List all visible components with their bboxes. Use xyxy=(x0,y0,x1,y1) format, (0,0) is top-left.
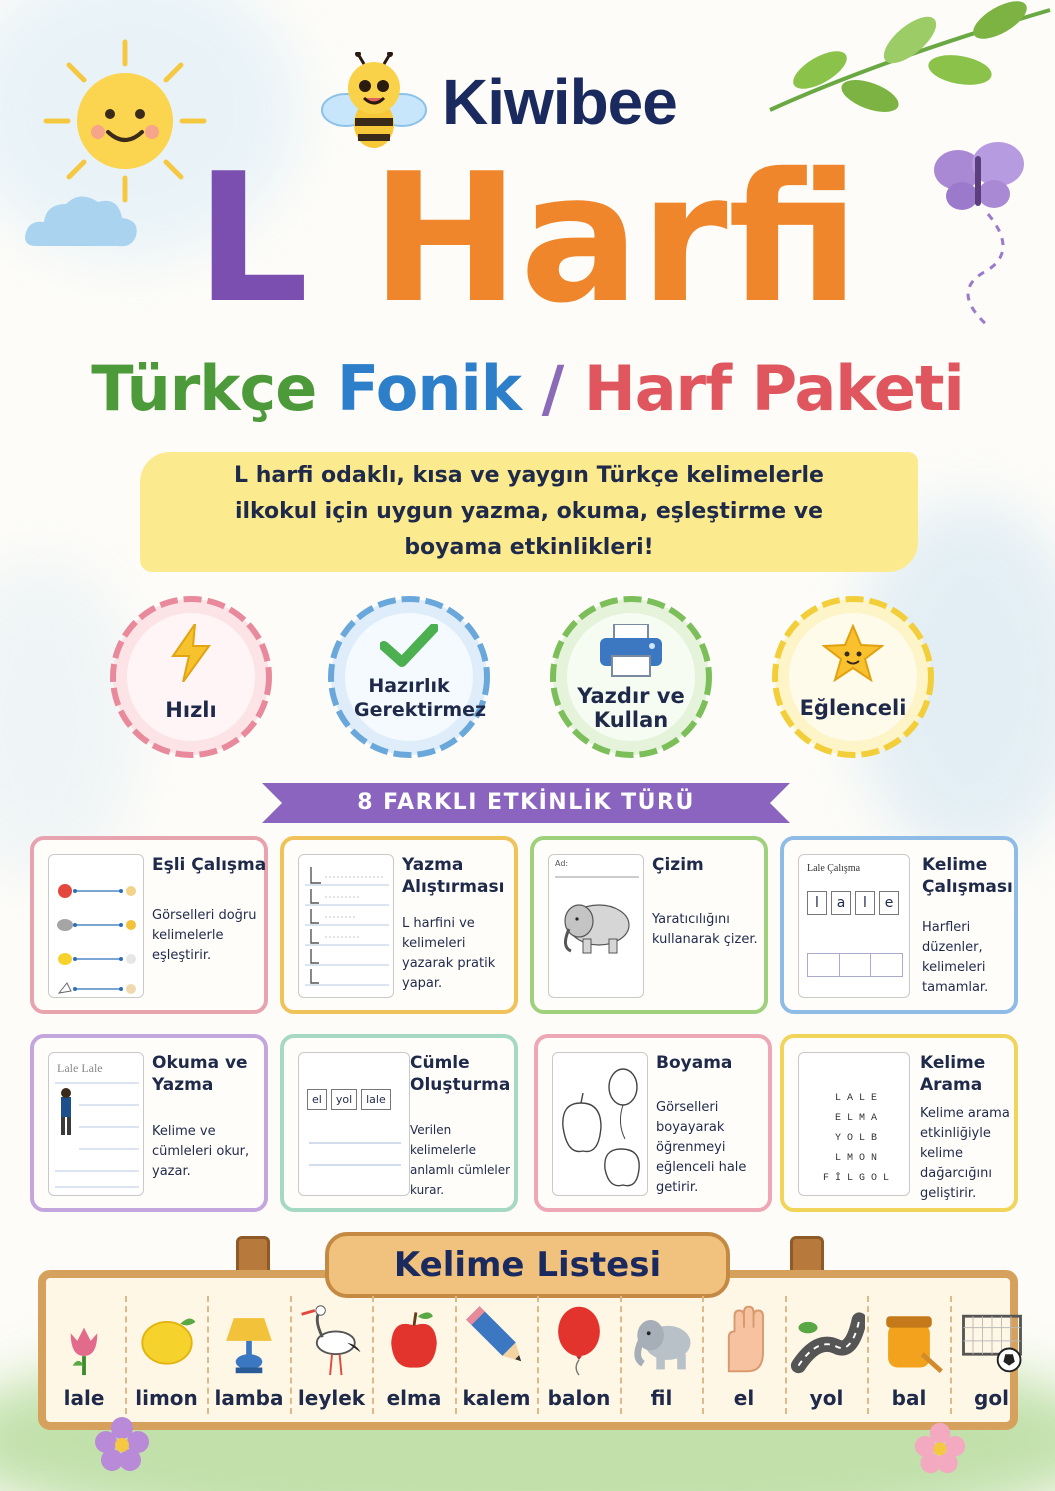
badge-label: Yazdır ve Kullan xyxy=(577,684,685,732)
activity-card-kelime-arama xyxy=(780,1034,1018,1212)
matching-thumbnail xyxy=(48,854,144,998)
letter-tiles xyxy=(807,891,899,915)
stork-icon xyxy=(292,1298,372,1380)
flower-icon xyxy=(912,1420,968,1476)
word-label: balon xyxy=(547,1386,611,1410)
badge-hazirlik xyxy=(322,590,496,764)
badge-label: Eğlenceli xyxy=(799,696,907,720)
word-divider xyxy=(372,1296,374,1414)
flower-icon xyxy=(92,1414,152,1474)
word-label: yol xyxy=(809,1386,844,1410)
balloon-icon xyxy=(539,1298,619,1380)
word-label: bal xyxy=(891,1386,927,1410)
letter-tile: a xyxy=(831,891,851,915)
activity-description: Görselleri doğru kelimelerle eşleştirir. xyxy=(152,908,257,963)
word-item-balon xyxy=(539,1290,619,1420)
word-divider xyxy=(207,1296,209,1414)
activity-card-boyama xyxy=(534,1034,772,1212)
activity-title: Yazma Alıştırması xyxy=(402,855,505,897)
apple-icon xyxy=(374,1298,454,1380)
badge-label: Hızlı xyxy=(165,698,217,722)
activity-description: Harfleri düzenler, kelimeleri tamamlar. xyxy=(922,920,989,995)
activity-card-yazma xyxy=(280,836,518,1014)
honey-icon xyxy=(869,1298,949,1380)
word-divider xyxy=(867,1296,869,1414)
badge-hizli xyxy=(104,590,278,764)
wordsearch-grid xyxy=(809,1089,903,1189)
word-tiles-thumbnail xyxy=(798,854,910,998)
word-label: leylek xyxy=(297,1386,366,1410)
road-icon xyxy=(787,1298,867,1380)
word-divider xyxy=(950,1296,952,1414)
activity-description: Görselleri boyayarak öğrenmeyi eğlenceli hale getirir. xyxy=(656,1100,747,1195)
wordsearch-row: L A L E xyxy=(834,1093,877,1104)
intro-banner xyxy=(140,452,918,572)
word-divider xyxy=(455,1296,457,1414)
drawing-name-label: Ad: xyxy=(555,859,569,868)
activity-card-esli-calisma xyxy=(30,836,268,1014)
printer-icon xyxy=(544,624,718,678)
activity-card-cumle xyxy=(280,1034,518,1212)
word-divider xyxy=(125,1296,127,1414)
intro-text: L harfi odaklı, kısa ve yaygın Türkçe kelimelerle ilkokul için uygun yazma, okuma, eşleştirme ve boyama etkinlikleri! xyxy=(234,463,824,560)
letter-tile: l xyxy=(855,891,875,915)
word-label: lale xyxy=(63,1386,105,1410)
word-label: gol xyxy=(974,1386,1009,1410)
word-item-gol xyxy=(952,1290,1032,1420)
word-chip: el xyxy=(307,1089,327,1110)
activity-description: Yaratıcılığını kullanarak çizer. xyxy=(652,912,758,947)
brand-name: Kiwibee xyxy=(442,66,677,138)
badge-label: Hazırlık Gerektirmez xyxy=(354,675,487,721)
lightning-icon xyxy=(104,624,278,682)
word-item-elma xyxy=(374,1290,454,1420)
drawing-thumbnail xyxy=(548,854,644,998)
star-icon xyxy=(766,624,940,682)
word-list-title: Kelime Listesi xyxy=(393,1245,662,1285)
badge-eglenceli xyxy=(766,590,940,764)
goal-icon xyxy=(952,1298,1032,1380)
word-label: lamba xyxy=(214,1386,284,1410)
wordsearch-row: E L M A xyxy=(834,1113,877,1124)
coloring-thumbnail xyxy=(552,1052,648,1196)
title-letter: L xyxy=(195,135,309,342)
word-list-title-plank xyxy=(325,1232,730,1298)
activity-description: Verilen kelimelerle anlamlı cümleler kurar. xyxy=(410,1123,511,1197)
activity-card-okuma-yazma xyxy=(30,1034,268,1212)
activity-card-cizim xyxy=(530,836,768,1014)
leaf-branch-icon xyxy=(760,0,1055,140)
activity-title: Çizim xyxy=(652,855,704,875)
activity-title: Kelime Arama xyxy=(920,1053,986,1095)
word-item-lale xyxy=(44,1290,124,1420)
page-subtitle xyxy=(0,352,1055,425)
ribbon-label: 8 FARKLI ETKİNLİK TÜRÜ xyxy=(357,790,695,815)
activity-description: L harfini ve kelimeleri yazarak pratik yapar. xyxy=(402,916,496,991)
activity-count-ribbon xyxy=(262,779,790,827)
activity-title: Boyama xyxy=(656,1053,733,1073)
hand-icon xyxy=(704,1298,784,1380)
wordsearch-row: Y O L B xyxy=(834,1133,877,1144)
tulip-icon xyxy=(44,1298,124,1380)
worksheet-header: Lale Çalışma xyxy=(807,863,861,874)
word-divider xyxy=(537,1296,539,1414)
word-label: fil xyxy=(650,1386,673,1410)
wordsearch-row: F İ L G O L xyxy=(822,1173,889,1184)
word-item-lamba xyxy=(209,1290,289,1420)
word-item-fil xyxy=(622,1290,702,1420)
tracing-thumbnail xyxy=(298,854,394,998)
word-item-el xyxy=(704,1290,784,1420)
worksheet-header: Lale Lale xyxy=(57,1061,103,1075)
subtitle-separator: / xyxy=(541,352,564,425)
word-divider xyxy=(290,1296,292,1414)
activity-title: Okuma ve Yazma xyxy=(152,1053,248,1095)
activity-description: Kelime ve cümleleri okur, yazar. xyxy=(152,1124,250,1179)
word-divider xyxy=(620,1296,622,1414)
word-item-bal xyxy=(869,1290,949,1420)
activity-title: Kelime Çalışması xyxy=(922,855,1013,897)
subtitle-harf-paketi: Harf Paketi xyxy=(583,352,964,425)
badge-yazdir xyxy=(544,590,718,764)
word-item-limon xyxy=(127,1290,207,1420)
wordsearch-thumbnail xyxy=(798,1052,910,1196)
lamp-icon xyxy=(209,1298,289,1380)
pencil-icon xyxy=(457,1298,537,1380)
activity-description: Kelime arama etkinliğiyle kelime dağarcığını geliştirir. xyxy=(920,1106,1010,1201)
word-label: kalem xyxy=(462,1386,531,1410)
answer-boxes xyxy=(807,953,903,977)
word-label: elma xyxy=(386,1386,442,1410)
elephant-icon xyxy=(622,1298,702,1380)
reading-thumbnail xyxy=(48,1052,144,1196)
word-item-yol xyxy=(787,1290,867,1420)
page-title xyxy=(0,135,1055,342)
activity-title: Cümle Oluşturma xyxy=(410,1053,511,1095)
word-item-leylek xyxy=(292,1290,372,1420)
sentence-thumbnail xyxy=(298,1052,410,1196)
activity-title: Eşli Çalışma xyxy=(152,855,267,875)
word-label: el xyxy=(733,1386,755,1410)
letter-tile: l xyxy=(807,891,827,915)
letter-tile: e xyxy=(879,891,899,915)
subtitle-turkce: Türkçe xyxy=(91,352,317,425)
word-divider xyxy=(702,1296,704,1414)
word-chips xyxy=(307,1089,391,1110)
title-word: Harfi xyxy=(370,135,860,342)
checkmark-icon xyxy=(322,624,496,668)
lemon-icon xyxy=(127,1298,207,1380)
subtitle-fonik: Fonik xyxy=(336,352,521,425)
wordsearch-row: L M O N xyxy=(834,1153,877,1164)
word-chip: lale xyxy=(361,1089,391,1110)
word-divider xyxy=(785,1296,787,1414)
activity-card-kelime-calismasi xyxy=(780,836,1018,1014)
word-label: limon xyxy=(135,1386,198,1410)
word-chip: yol xyxy=(331,1089,357,1110)
word-item-kalem xyxy=(457,1290,537,1420)
